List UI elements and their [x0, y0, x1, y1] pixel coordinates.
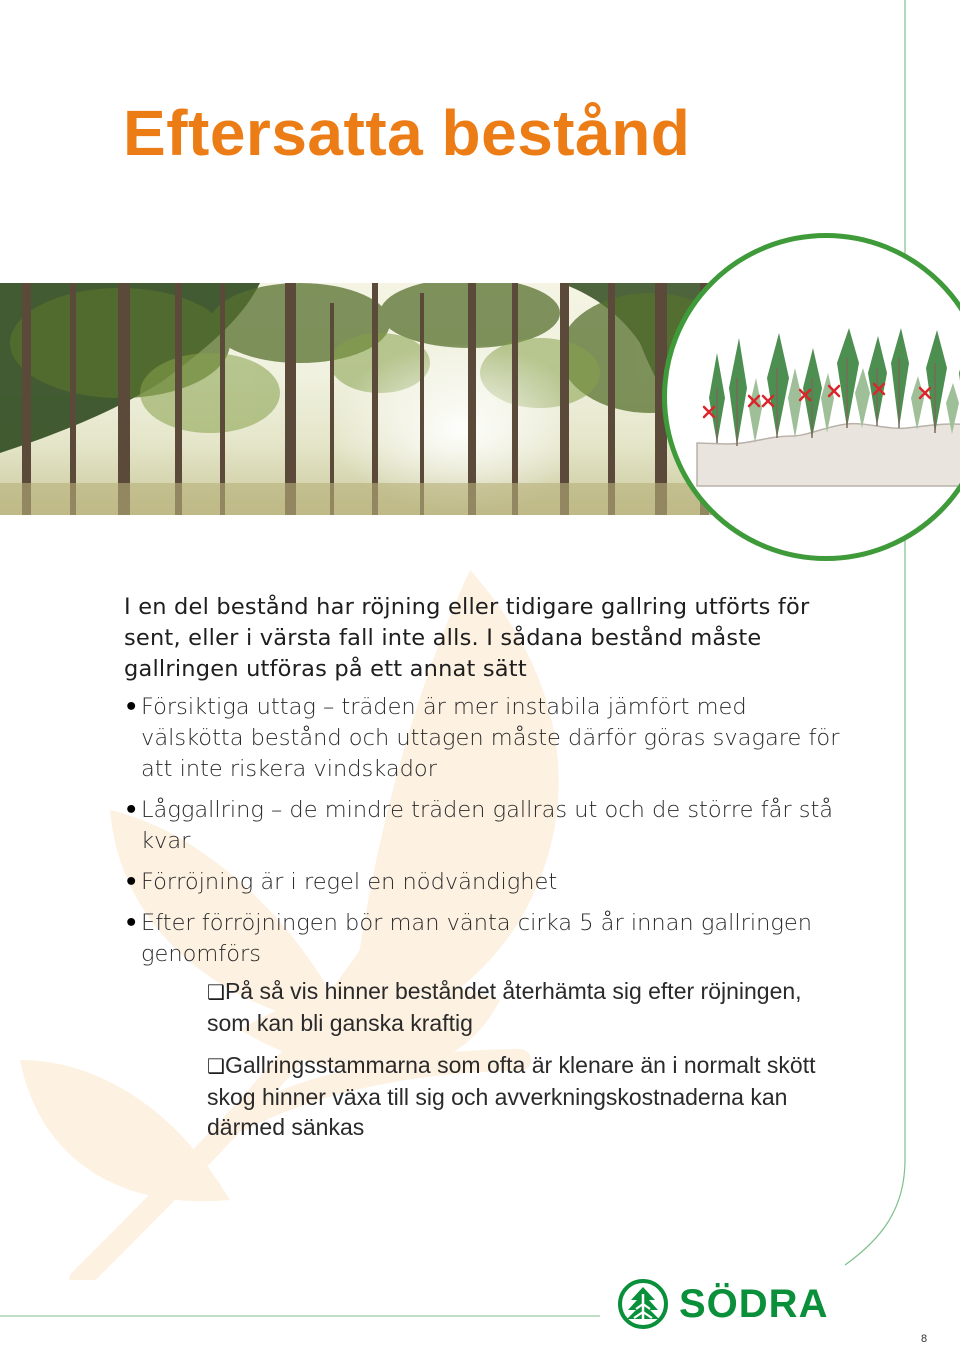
bullet-marker: • [124, 910, 139, 936]
sodra-logo [617, 1278, 828, 1330]
checkbox-icon: ❑ [207, 1056, 225, 1078]
logo-text: SÖDRA [679, 1281, 829, 1326]
forest-photo [0, 283, 730, 515]
bullet-marker: • [124, 869, 139, 895]
page-title: Eftersatta bestånd [123, 97, 691, 169]
list-item [124, 795, 844, 857]
bullet-list [124, 692, 844, 1142]
intro-paragraph: I en del bestånd har röjning eller tidigare gallring utförts för sent, eller i värsta fall inte alls. I sådana bestånd måste gallringen utföras på ett annat sätt [124, 594, 810, 682]
sodra-tree-circle-icon [617, 1278, 669, 1330]
bullet-text: Förröjning är i regel en nödvändighet [141, 869, 558, 895]
list-item [124, 908, 844, 1142]
sub-bullet-list [141, 976, 844, 1142]
page-number: 8 [921, 1333, 928, 1345]
checkbox-icon: ❑ [207, 982, 225, 1004]
sub-list-item [207, 976, 844, 1038]
sub-bullet-text: Gallringsstammarna som ofta är klenare än i normalt skött skog hinner växa till sig och avverkningskostnaderna kan därmed sänkas [207, 1052, 816, 1140]
sub-bullet-text: På så vis hinner beståndet återhämta sig efter röjningen, som kan bli ganska kraftig [207, 978, 802, 1036]
list-item [124, 867, 844, 898]
bullet-text: Försiktiga uttag – träden är mer instabila jämfört med välskötta bestånd och uttagen måste därför göras svagare för att inte riskera vindskador [141, 694, 840, 782]
bullet-marker: • [124, 797, 139, 823]
list-item [124, 692, 844, 785]
sub-list-item [207, 1050, 844, 1142]
body-text [124, 592, 844, 1154]
bullet-marker: • [124, 694, 139, 720]
bullet-text: Efter förröjningen bör man vänta cirka 5 år innan gallringen genomförs [141, 910, 812, 967]
bullet-text: Låggallring – de mindre träden gallras ut och de större får stå kvar [141, 797, 834, 854]
